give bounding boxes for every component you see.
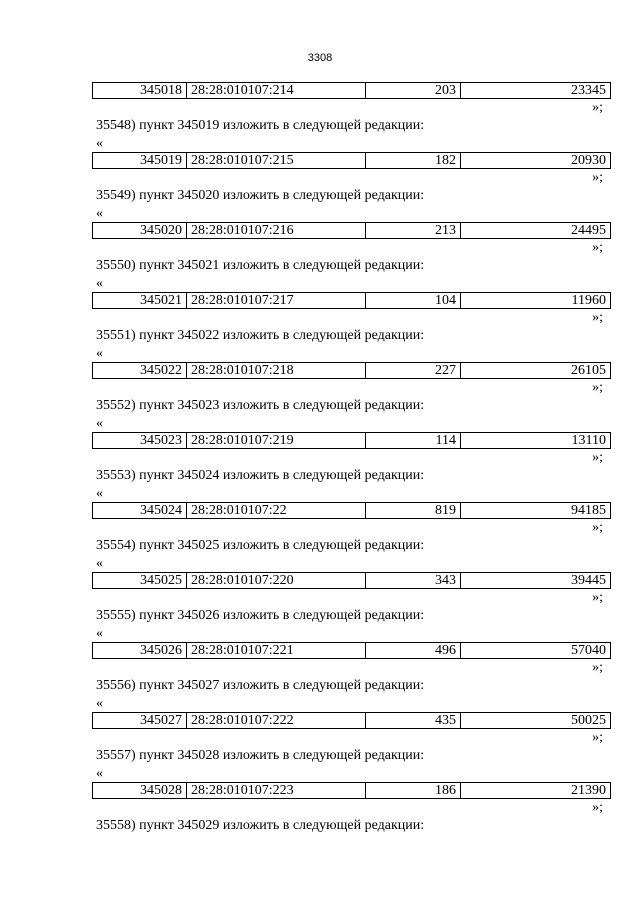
- row-number-cell: 345021: [93, 293, 187, 309]
- data-table-row: [92, 502, 611, 519]
- closing-quote: »;: [592, 100, 603, 115]
- data-table-row: [92, 642, 611, 659]
- amendment-instruction: 35555) пункт 345026 изложить в следующей редакции:: [96, 608, 425, 623]
- opening-quote: «: [96, 136, 103, 151]
- amendment-instruction: 35554) пункт 345025 изложить в следующей редакции:: [96, 538, 425, 553]
- amendment-instruction: 35557) пункт 345028 изложить в следующей редакции:: [96, 748, 425, 763]
- value-cell: 13110: [461, 433, 611, 449]
- closing-quote: »;: [592, 380, 603, 395]
- amendment-block: [0, 538, 640, 608]
- data-table-row: [92, 152, 611, 169]
- amendment-instruction: 35553) пункт 345024 изложить в следующей редакции:: [96, 468, 425, 483]
- area-cell: 104: [366, 293, 461, 309]
- closing-quote: »;: [592, 170, 603, 185]
- row-number-cell: 345028: [93, 783, 187, 799]
- cadastral-number-cell: 28:28:010107:218: [187, 363, 366, 379]
- opening-quote: «: [96, 556, 103, 571]
- cadastral-number-cell: 28:28:010107:220: [187, 573, 366, 589]
- cadastral-number-cell: 28:28:010107:216: [187, 223, 366, 239]
- value-cell: 20930: [461, 153, 611, 169]
- data-table-row: [92, 572, 611, 589]
- amendment-instruction: 35548) пункт 345019 изложить в следующей редакции:: [96, 118, 425, 133]
- opening-quote: «: [96, 206, 103, 221]
- data-table-row: [92, 222, 611, 239]
- data-table-row: [92, 82, 611, 99]
- amendment-instruction: 35558) пункт 345029 изложить в следующей редакции:: [96, 818, 425, 833]
- closing-quote: »;: [592, 520, 603, 535]
- document-body: [0, 82, 640, 838]
- amendment-block: [0, 468, 640, 538]
- area-cell: 182: [366, 153, 461, 169]
- cadastral-number-cell: 28:28:010107:219: [187, 433, 366, 449]
- amendment-block: [0, 82, 640, 118]
- area-cell: 819: [366, 503, 461, 519]
- amendment-instruction: 35551) пункт 345022 изложить в следующей редакции:: [96, 328, 425, 343]
- amendment-instruction: 35549) пункт 345020 изложить в следующей редакции:: [96, 188, 425, 203]
- opening-quote: «: [96, 346, 103, 361]
- data-table-row: [92, 362, 611, 379]
- opening-quote: «: [96, 626, 103, 641]
- value-cell: 94185: [461, 503, 611, 519]
- cadastral-number-cell: 28:28:010107:221: [187, 643, 366, 659]
- closing-quote: »;: [592, 800, 603, 815]
- opening-quote: «: [96, 696, 103, 711]
- amendment-block: [0, 748, 640, 818]
- area-cell: 213: [366, 223, 461, 239]
- value-cell: 24495: [461, 223, 611, 239]
- value-cell: 50025: [461, 713, 611, 729]
- cadastral-number-cell: 28:28:010107:214: [187, 83, 366, 99]
- opening-quote: «: [96, 276, 103, 291]
- value-cell: 11960: [461, 293, 611, 309]
- opening-quote: «: [96, 416, 103, 431]
- amendment-block: [0, 258, 640, 328]
- cadastral-number-cell: 28:28:010107:222: [187, 713, 366, 729]
- amendment-block: [0, 608, 640, 678]
- row-number-cell: 345026: [93, 643, 187, 659]
- value-cell: 23345: [461, 83, 611, 99]
- closing-quote: »;: [592, 730, 603, 745]
- value-cell: 39445: [461, 573, 611, 589]
- row-number-cell: 345024: [93, 503, 187, 519]
- value-cell: 21390: [461, 783, 611, 799]
- cadastral-number-cell: 28:28:010107:223: [187, 783, 366, 799]
- area-cell: 114: [366, 433, 461, 449]
- closing-quote: »;: [592, 310, 603, 325]
- area-cell: 227: [366, 363, 461, 379]
- amendment-block: [0, 328, 640, 398]
- opening-quote: «: [96, 766, 103, 781]
- closing-quote: »;: [592, 240, 603, 255]
- amendment-block: [0, 188, 640, 258]
- row-number-cell: 345027: [93, 713, 187, 729]
- cadastral-number-cell: 28:28:010107:215: [187, 153, 366, 169]
- amendment-instruction: 35552) пункт 345023 изложить в следующей редакции:: [96, 398, 425, 413]
- row-number-cell: 345023: [93, 433, 187, 449]
- row-number-cell: 345020: [93, 223, 187, 239]
- area-cell: 435: [366, 713, 461, 729]
- value-cell: 26105: [461, 363, 611, 379]
- cadastral-number-cell: 28:28:010107:217: [187, 293, 366, 309]
- closing-quote: »;: [592, 590, 603, 605]
- opening-quote: «: [96, 486, 103, 501]
- row-number-cell: 345019: [93, 153, 187, 169]
- row-number-cell: 345018: [93, 83, 187, 99]
- closing-quote: »;: [592, 450, 603, 465]
- value-cell: 57040: [461, 643, 611, 659]
- amendment-instruction: 35550) пункт 345021 изложить в следующей редакции:: [96, 258, 425, 273]
- area-cell: 496: [366, 643, 461, 659]
- amendment-block: [0, 118, 640, 188]
- area-cell: 343: [366, 573, 461, 589]
- row-number-cell: 345022: [93, 363, 187, 379]
- closing-quote: »;: [592, 660, 603, 675]
- data-table-row: [92, 292, 611, 309]
- amendment-block: [0, 818, 640, 838]
- area-cell: 203: [366, 83, 461, 99]
- data-table-row: [92, 432, 611, 449]
- amendment-block: [0, 398, 640, 468]
- row-number-cell: 345025: [93, 573, 187, 589]
- amendment-instruction: 35556) пункт 345027 изложить в следующей редакции:: [96, 678, 425, 693]
- amendment-block: [0, 678, 640, 748]
- cadastral-number-cell: 28:28:010107:22: [187, 503, 366, 519]
- data-table-row: [92, 782, 611, 799]
- data-table-row: [92, 712, 611, 729]
- area-cell: 186: [366, 783, 461, 799]
- page-number: 3308: [307, 52, 333, 64]
